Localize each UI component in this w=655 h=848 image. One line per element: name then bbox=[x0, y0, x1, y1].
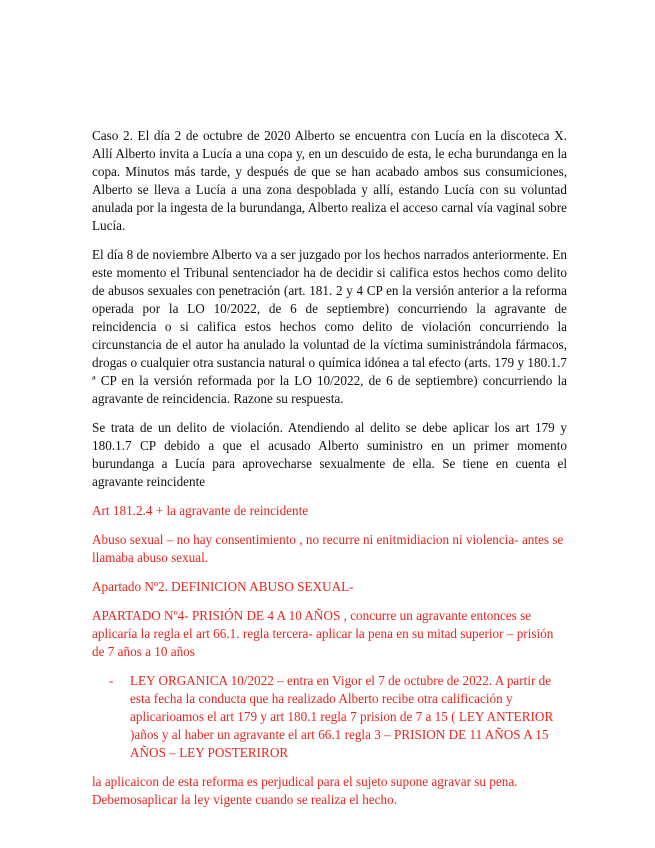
answer-paragraph: Se trata de un delito de violación. Atendiendo al delito se debe aplicar los art 179 y 180.1.7 CP debido a que el acusado Alberto suministro en un primer momento burundanga a Lucía para aprovecharse sexualmente de ella. Se tiene en cuenta el agravante reincidente bbox=[92, 420, 567, 489]
note-apartado-2: Apartado Nº2. DEFINICION ABUSO SEXUAL- bbox=[92, 579, 354, 594]
note-abuso-sexual: Abuso sexual – no hay consentimiento , no recurre ni enitmidiacion ni violencia- antes se llamaba abuso sexual. bbox=[92, 532, 564, 565]
ley-organica-list-item bbox=[92, 672, 567, 762]
document-page bbox=[92, 127, 567, 809]
case-statement-paragraph: Caso 2. El día 2 de octubre de 2020 Alberto se encuentra con Lucía en la discoteca X. Allí Alberto invita a Lucía a una copa y, en un descuido de esta, le echa burundanga en la copa. Minutos más tarde, y después de que se han acabado ambos sus consumiciones, Alberto se lleva a Lucía a una zona despoblada y allí, estando Lucía con su voluntad anulada por la ingesta de la burundanga, Alberto realiza el acceso carnal vía vaginal sobre Lucía. bbox=[92, 128, 567, 233]
trial-question-paragraph: El día 8 de noviembre Alberto va a ser juzgado por los hechos narrados anteriormente. En este momento el Tribunal sentenciador ha de decidir si califica estos hechos como delito de abusos sexuales con penetración (art. 181. 2 y 4 CP en la versión anterior a la reforma operada por la LO 10/2022, de 6 de septiembre) concurriendo la agravante de reincidencia o si califica estos hechos como delito de violación concurriendo la circunstancia de el autor ha anulado la voluntad de la víctima suministrándola fármacos, drogas o cualquier otra sustancia natural o química idónea a tal efecto (arts. 179 y 180.1.7 ª CP en la versión reformada por la LO 10/2022, de 6 de septiembre) concurriendo la agravante de reincidencia. Razone su respuesta. bbox=[92, 247, 567, 406]
list-item-text: LEY ORGANICA 10/2022 – entra en Vigor el 7 de octubre de 2022. A partir de esta fecha la conducta que ha realizado Alberto recibe otra calificación y aplicarioamos el art 179 y art 180.1 regla 7 prision de 7 a 15 ( LEY ANTERIOR )años y al haber un agravante el art 66.1 regla 3 – PRISION DE 11 AÑOS A 15 AÑOS – LEY POSTERIROR bbox=[130, 673, 554, 760]
note-article-line: Art 181.2.4 + la agravante de reincidente bbox=[92, 503, 309, 518]
note-apartado-4: APARTADO Nº4- PRISIÓN DE 4 A 10 AÑOS , concurre un agravante entonces se aplicaría la regla el art 66.1. regla tercera- aplicar la pena en su mitad superior – prisión de 7 años a 10 años bbox=[92, 608, 554, 659]
closing-note: la aplicaicon de esta reforma es perjudical para el sujeto supone agravar su pena. Debemosaplicar la ley vigente cuando se realiza el hecho. bbox=[92, 774, 518, 807]
list-bullet: - bbox=[109, 673, 114, 688]
